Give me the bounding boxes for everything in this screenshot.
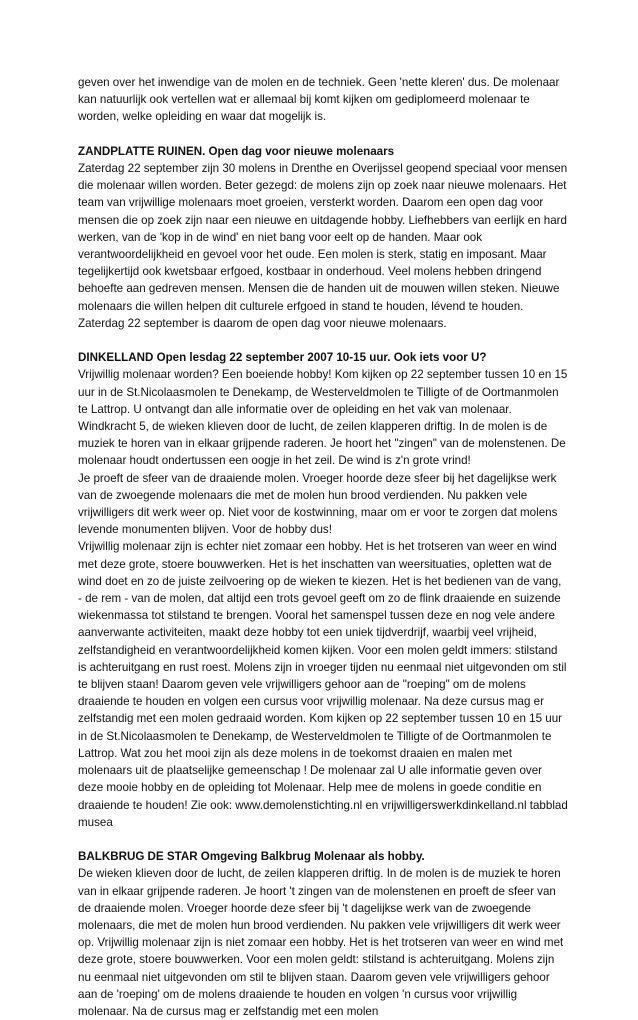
section-paragraph: Zaterdag 22 september zijn 30 molens in Drenthe en Overijssel geopend speciaal voor mensen die molenaar willen worden. Beter gezegd: de molens zijn op zoek naar nieuwe molenaars. Het team van vrijwillige molenaars moet groeien, versterkt worden. Daarom een open dag voor mensen die op zoek zijn naar een nieuwe en uitdagende hobby. Liefhebbers van eerlijk en hard werken, van de 'kop in de wind' en niet bang voor eelt op de handen. Maar ook verantwoordelijkheid en gevoel voor het oude. Een molen is sterk, statig en imposant. Maar tegelijkertijd ook kwetsbaar erfgoed, kostbaar in onderhoud. Veel molens hebben dringend behoefte aan gedreven mensen. Mensen die de handen uit de mouwen willen steken. Nieuwe molenaars die willen helpen dit culturele erfgoed in stand te houden, lévend te houden. Zaterdag 22 september is daarom de open dag voor nieuwe molenaars. [78, 162, 568, 330]
section-heading: BALKBRUG DE STAR Omgeving Balkbrug Molenaar als hobby. [78, 850, 425, 864]
section-balkbrug-de-star [78, 848, 568, 1020]
section-heading: DINKELLAND Open lesdag 22 september 2007 10-15 uur. Ook iets voor U? [78, 351, 487, 365]
section-paragraph: Vrijwillig molenaar worden? Een boeiende hobby! Kom kijken op 22 september tussen 10 en 15 uur in de St.Nicolaasmolen te Denekamp, de Westerveldmolen te Tilligte of de Oortmanmolen te Lattrop. U ontvangt dan alle informatie over de opleiding en het vak van molenaar. Windkracht 5, de wieken klieven door de lucht, de zeilen klapperen driftig. In de molen is de muziek te horen van in elkaar grijpende raderen. Je hoort het "zingen" van de molenstenen. De molenaar houdt ondertussen een oogje in het zeil. De wind is z'n grote vrind! [78, 368, 568, 468]
intro-paragraph: geven over het inwendige van de molen en de techniek. Geen 'nette kleren' dus. De molenaar kan natuurlijk ook vertellen wat er allemaal bij komt kijken om gediplomeerd molenaar te worden, welke opleiding en waar dat mogelijk is. [78, 76, 560, 124]
section-heading: ZANDPLATTE RUINEN. Open dag voor nieuwe molenaars [78, 144, 395, 158]
section-paragraph: Vrijwillig molenaar zijn is echter niet zomaar een hobby. Het is het trotseren van weer en wind met deze grote, stoere bouwwerken. Het is het inschatten van weersituaties, opletten wat de wind doet en zo de juiste zeilvoering op de wieken te kiezen. Het is het bedienen van de vang, - de rem - van de molen, dat altijd een trots gevoel geeft om zo de flink draaiende en suizende wiekenmassa tot stilstand te brengen. Vooral het samenspel tussen deze en nog vele andere aanverwante activiteiten, maakt deze hobby tot een uniek tijdverdrijf, waarbij veel vrijheid, zelfstandigheid en verantwoordelijkheid komen kijken. Voor een molen geldt immers: stilstand is achteruitgang en rust roest. Molens zijn in vroeger tijden nu eenmaal niet uitgevonden om stil te blijven staan! Daarom geven vele vrijwilligers gehoor aan de "roeping" om de molens draaiende te houden en volgen een cursus voor vrijwillig molenaar. Na deze cursus mag er zelfstandig met een molen gedraaid worden. Kom kijken op 22 september tussen 10 en 15 uur in de St.Nicolaasmolen te Denekamp, de Westerveldmolen te Tilligte of de Oortmanmolen te Lattrop. Wat zou het mooi zijn als deze molens in de toekomst draaien en malen met molenaars uit de plaatselijke gemeenschap ! De molenaar zal U alle informatie geven over deze mooie hobby en de opleiding tot Molenaar. Help mee de molens in goede conditie en draaiende te houden! Zie ook: www.demolenstichting.nl en vrijwilligerswerkdinkelland.nl tabblad musea [78, 540, 568, 829]
section-dinkelland [78, 349, 568, 831]
section-zandplatte-ruinen [78, 143, 568, 332]
section-paragraph: De wieken klieven door de lucht, de zeilen klapperen driftig. In de molen is de muziek te horen van in elkaar grijpende raderen. Je hoort 't zingen van de molenstenen en proeft de sfeer van de draaiende molen. Vroeger hoorde deze sfeer bij 't dagelijkse werk van de zwoegende molenaars, die met de molen hun brood verdienden. Nu pakken vele vrijwilligers dit werk weer op. Vrijwillig molenaar zijn is niet zomaar een hobby. Het is het trotseren van weer en wind met deze grote, stoere bouwwerken. Voor een molen geldt: stilstand is achteruitgang. Molens zijn nu eenmaal niet uitgevonden om stil te blijven staan. Daarom geven vele vrijwilligers gehoor aan de 'roeping' om de molens draaiende te houden en volgen 'n cursus voor vrijwillig molenaar. Na de cursus mag er zelfstandig met een molen [78, 867, 564, 1018]
section-paragraph: Je proeft de sfeer van de draaiende molen. Vroeger hoorde deze sfeer bij het dagelijkse werk van de zwoegende molenaars die met de molen hun brood verdienden. Nu pakken vele vrijwilligers dit werk weer op. Niet voor de kostwinning, maar om er voor te zorgen dat molens levende monumenten blijven. Voor de hobby dus! [78, 471, 558, 537]
